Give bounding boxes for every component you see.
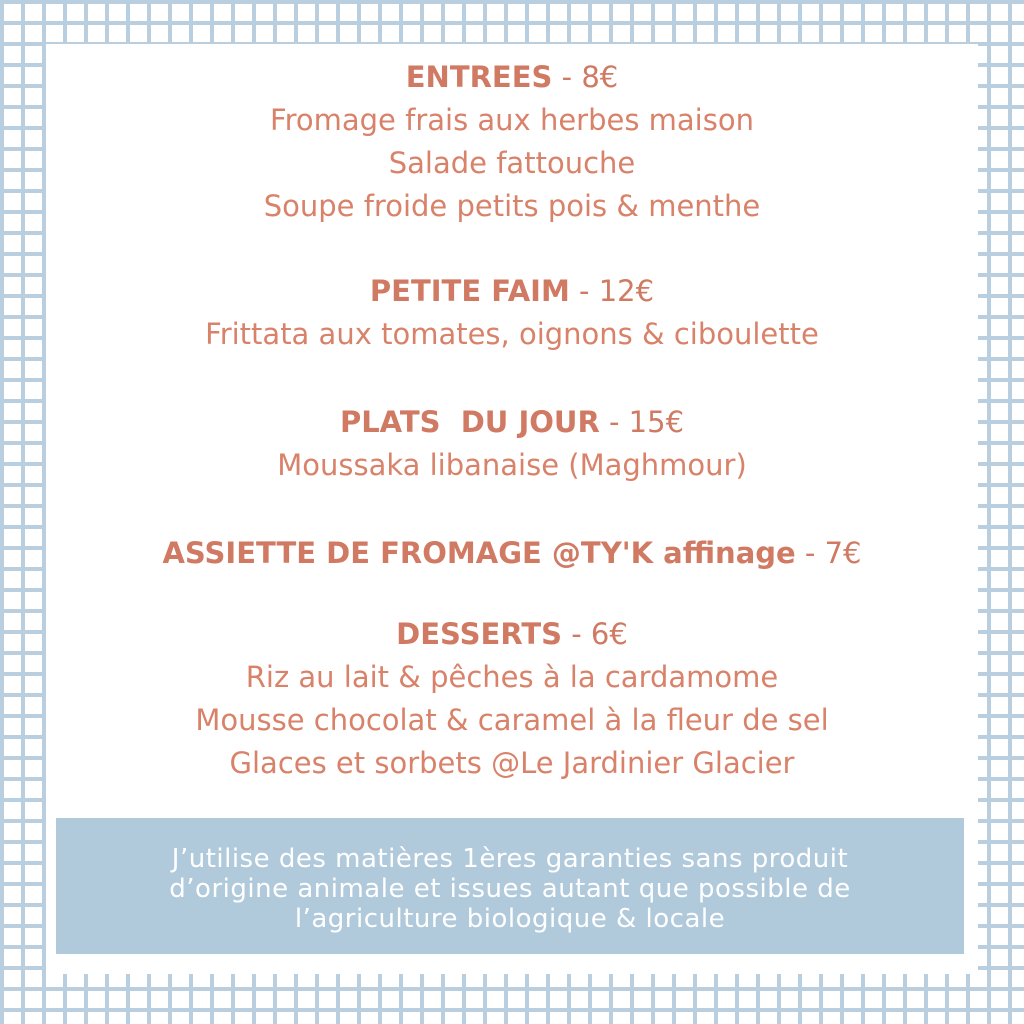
section-title-plats-du-jour — [46, 401, 978, 444]
menu — [46, 56, 978, 785]
note-line: l’agriculture biologique & locale — [294, 904, 726, 934]
menu-card — [46, 44, 978, 974]
section-plats-du-jour — [46, 401, 978, 487]
section-title-entrees — [46, 56, 978, 99]
menu-item: Fromage frais aux herbes maison — [270, 103, 754, 137]
sourcing-note — [56, 818, 964, 954]
note-line: J’utilise des matières 1ères garanties sans produit — [171, 844, 849, 874]
section-title-petite-faim — [46, 270, 978, 313]
menu-item: Glaces et sorbets @Le Jardinier Glacier — [229, 746, 795, 780]
section-price: - 12€ — [569, 274, 655, 308]
section-assiette-fromage — [46, 532, 978, 575]
section-name: DESSERTS — [396, 617, 563, 651]
menu-item: Frittata aux tomates, oignons & ciboulette — [205, 317, 819, 351]
menu-item: Riz au lait & pêches à la cardamome — [245, 660, 779, 694]
section-entrees — [46, 56, 978, 228]
section-price: - 7€ — [795, 536, 862, 570]
menu-item: Salade fattouche — [388, 146, 636, 180]
section-name: PETITE FAIM — [369, 274, 570, 308]
section-petite-faim — [46, 270, 978, 356]
section-name: ENTREES — [405, 60, 553, 94]
section-name: ASSIETTE DE FROMAGE @TY'K affinage — [162, 536, 796, 570]
section-price: - 6€ — [562, 617, 628, 651]
note-line: d’origine animale et issues autant que possible de — [169, 874, 851, 904]
section-price: - 8€ — [552, 60, 619, 94]
menu-item: Moussaka libanaise (Maghmour) — [277, 448, 747, 482]
menu-item: Soupe froide petits pois & menthe — [263, 189, 761, 223]
section-title-desserts — [46, 613, 978, 656]
section-price: - 15€ — [599, 405, 685, 439]
section-name: PLATS DU JOUR — [339, 405, 600, 439]
section-title-assiette-fromage — [46, 532, 978, 575]
section-desserts — [46, 613, 978, 785]
menu-item: Mousse chocolat & caramel à la fleur de sel — [195, 703, 829, 737]
